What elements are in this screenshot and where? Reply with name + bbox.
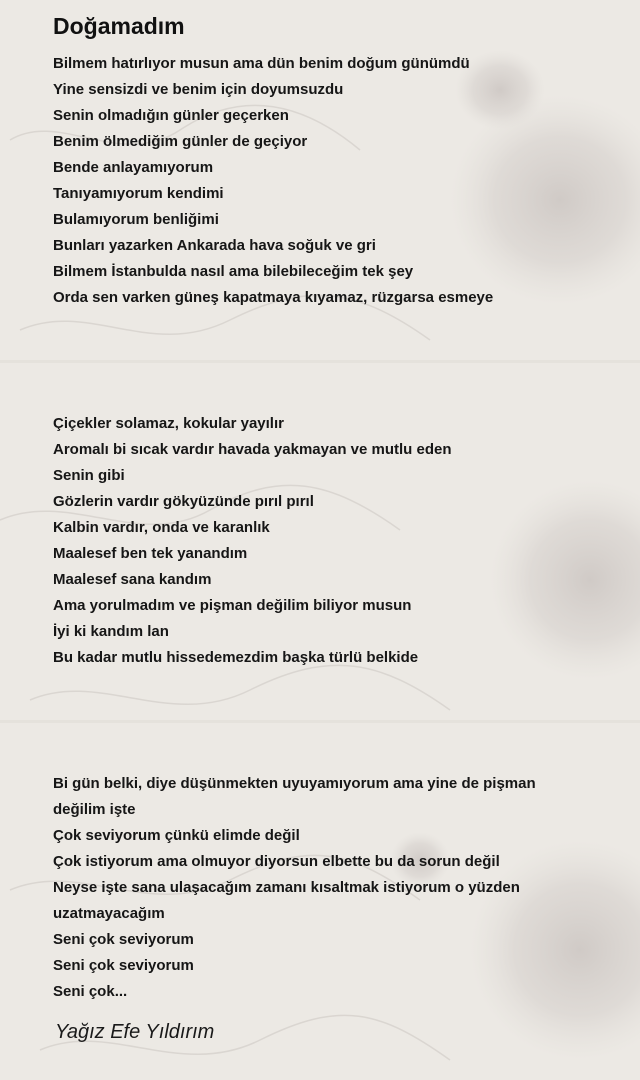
- stanza-1: [53, 51, 623, 311]
- poem-line: Seni çok seviyorum: [53, 957, 194, 974]
- poem-line: Seni çok...: [53, 983, 128, 1000]
- poem-line: Çok seviyorum çünkü elimde değil: [53, 827, 300, 844]
- poem-title: Doğamadım: [53, 13, 185, 39]
- poem-line: değilim işte: [53, 801, 136, 818]
- poem-line: Bilmem hatırlıyor musun ama dün benim doğum günümdü: [53, 55, 470, 72]
- poem-line: uzatmayacağım: [53, 905, 165, 922]
- poem-line: Bu kadar mutlu hissedemezdim başka türlü belkide: [53, 649, 419, 666]
- poem-line: Bulamıyorum benliğimi: [53, 211, 219, 228]
- poem-author: Yağız Efe Yıldırım: [55, 1021, 215, 1043]
- poem-line: Bunları yazarken Ankarada hava soğuk ve gri: [53, 237, 376, 254]
- poem-line: Kalbin vardır, onda ve karanlık: [53, 519, 270, 536]
- poem-line: Neyse işte sana ulaşacağım zamanı kısaltmak istiyorum o yüzden: [53, 879, 520, 896]
- poem-line: Bi gün belki, diye düşünmekten uyuyamıyorum ama yine de pişman: [53, 775, 536, 792]
- poem-line: Gözlerin vardır gökyüzünde pırıl pırıl: [53, 493, 314, 510]
- poem-line: Senin olmadığın günler geçerken: [53, 107, 289, 124]
- poem-line: Senin gibi: [53, 467, 125, 484]
- poem-line: Çiçekler solamaz, kokular yayılır: [53, 415, 284, 432]
- stanza-2: [53, 411, 623, 671]
- poem-line: Seni çok seviyorum: [53, 931, 194, 948]
- stanza-3: [53, 771, 623, 1005]
- poem-line: İyi ki kandım lan: [53, 623, 169, 640]
- poem-line: Yine sensizdi ve benim için doyumsuzdu: [53, 81, 344, 98]
- poem-line: Aromalı bi sıcak vardır havada yakmayan ve mutlu eden: [53, 441, 452, 458]
- poem-line: Ama yorulmadım ve pişman değilim biliyor musun: [53, 597, 412, 614]
- poem-line: Çok istiyorum ama olmuyor diyorsun elbette bu da sorun değil: [53, 853, 500, 870]
- poem-line: Bende anlayamıyorum: [53, 159, 214, 176]
- poem-line: Orda sen varken güneş kapatmaya kıyamaz, rüzgarsa esmeye: [53, 289, 494, 306]
- poem-line: Tanıyamıyorum kendimi: [53, 185, 224, 202]
- poem-line: Maalesef sana kandım: [53, 571, 212, 588]
- poem-line: Benim ölmediğim günler de geçiyor: [53, 133, 308, 150]
- poem-line: Bilmem İstanbulda nasıl ama bilebileceğim tek şey: [53, 263, 414, 280]
- poem-line: Maalesef ben tek yanandım: [53, 545, 248, 562]
